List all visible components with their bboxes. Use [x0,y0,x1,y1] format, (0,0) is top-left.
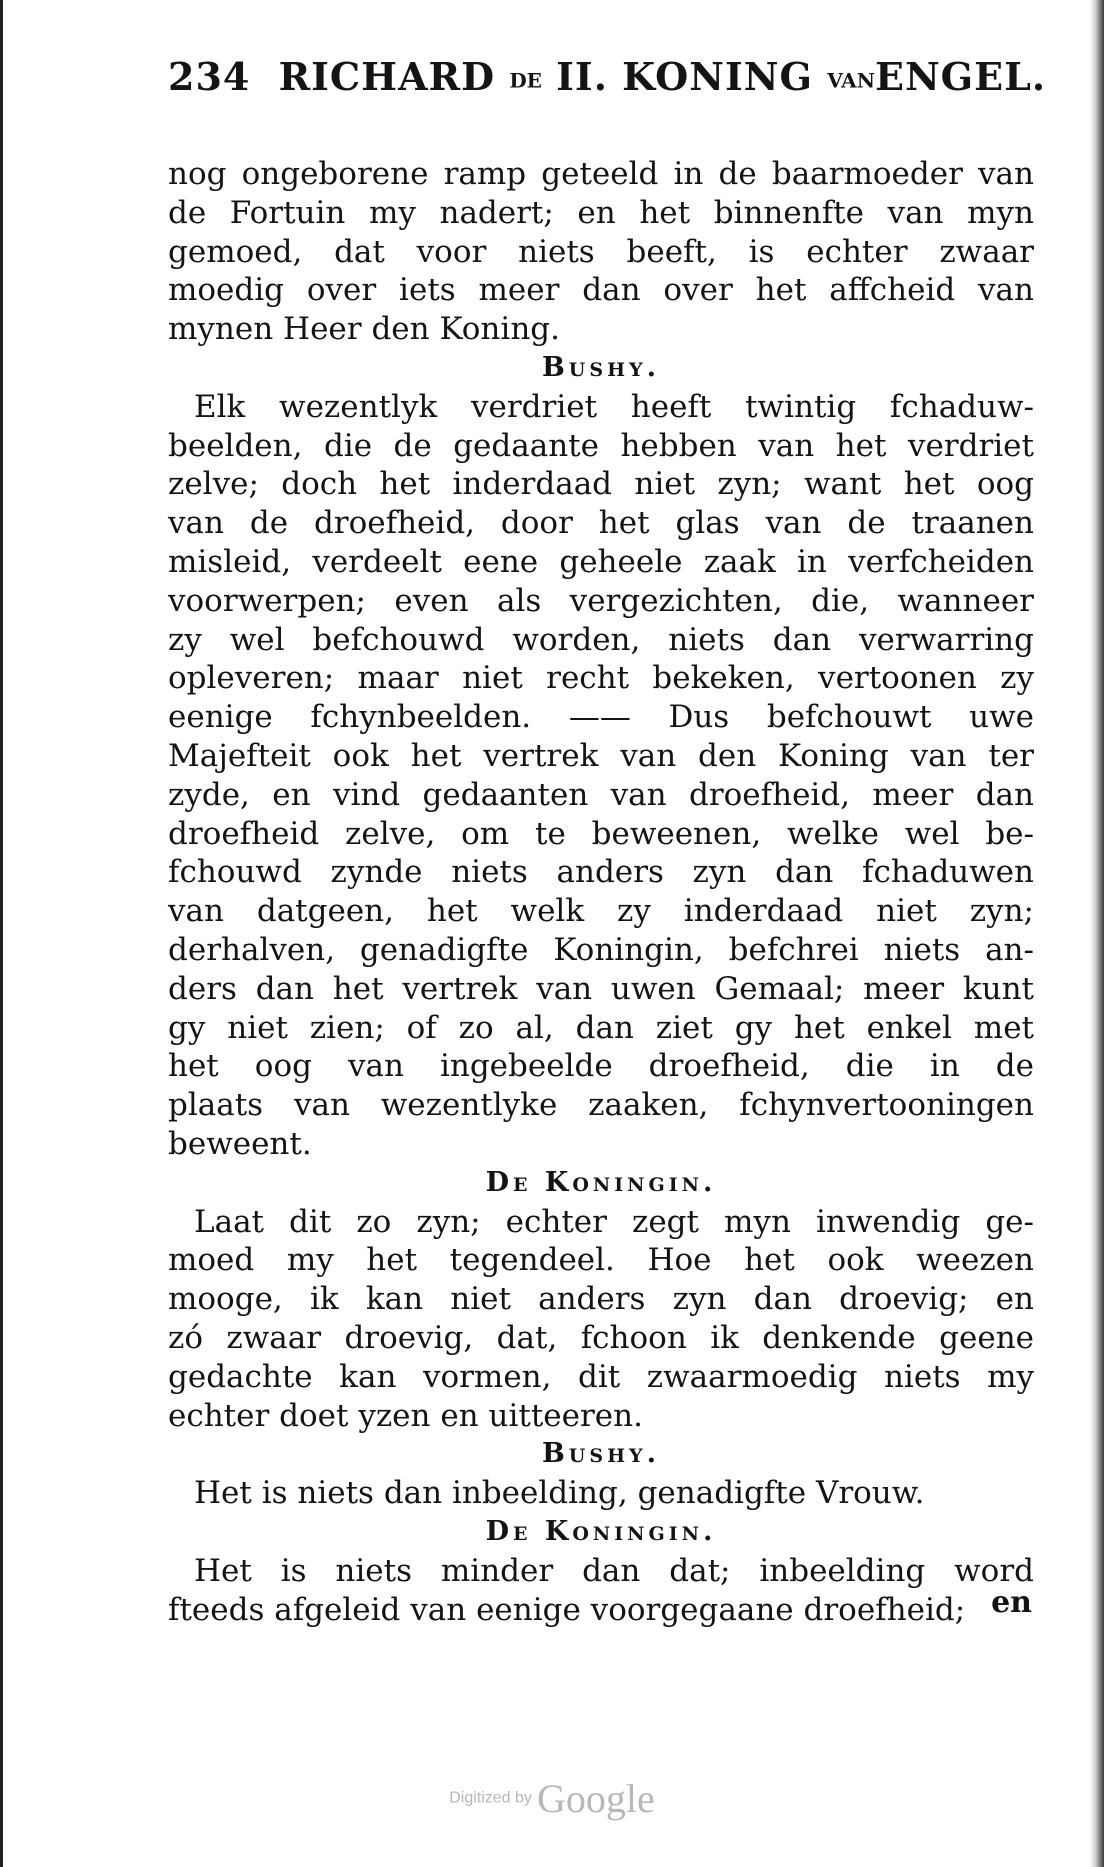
text-line: gy niet zien; of zo al, dan ziet gy het enkel met [168,1009,1034,1046]
text-line: zelve; doch het inderdaad niet zyn; want het oog [168,466,1034,503]
speaker-heading: De Koningin. [485,1166,717,1198]
text-line: gedachte kan vormen, dit zwaarmoedig niets my [168,1358,1034,1395]
page-right-edge-shadow [1090,0,1104,1867]
text-line: de Fortuin my nadert; en het binnenfte van myn [168,194,1034,231]
text-line: van de droefheid, door het glas van de traanen [168,505,1034,542]
running-title-de: DE [509,68,542,93]
speaker-heading: Bushy. [541,352,661,383]
google-logo: Google [537,1776,655,1821]
watermark-prefix: Digitized by [449,1789,532,1807]
running-title-part1: RICHARD [278,54,496,99]
page-left-edge [0,0,3,1867]
running-title-part2: II. KONING [556,54,813,99]
speaker-heading: De Koningin. [485,1516,717,1547]
catchword: en [991,1585,1032,1620]
text-line: Het is niets minder dan dat; inbeelding word [194,1552,1034,1589]
speaker-heading: Bushy. [541,1438,661,1470]
text-line: zy wel befchouwd worden, niets dan verwarring [168,621,1034,658]
text-line: zyde, en vind gedaanten van droefheid, meer dan [168,776,1034,813]
text-line: beweent. [168,1126,312,1162]
text-line: Elk wezentlyk verdriet heeft twintig fchaduw- [194,388,1034,425]
text-line: het oog van ingebeelde droefheid, die in de [168,1048,1034,1085]
text-line: ders dan het vertrek van uwen Gemaal; meer kunt [168,970,1034,1007]
text-line: fteeds afgeleid van eenige voorgegaane droefheid; [168,1591,966,1628]
text-line: Laat dit zo zyn; echter zegt myn inwendig ge- [194,1203,1034,1240]
text-line: fchouwd zynde niets anders zyn dan fchaduwen [168,854,1034,891]
running-head [168,54,1047,99]
text-line: mooge, ik kan niet anders zyn dan droevig; en [168,1281,1034,1318]
digitization-watermark [0,1775,1104,1822]
text-line: eenige fchynbeelden. —— Dus befchouwt uwe [168,699,1034,736]
text-line: gemoed, dat voor niets beeft, is echter zwaar [168,233,1034,270]
text-line: voorwerpen; even als vergezichten, die, wanneer [168,582,1034,619]
text-line: moedig over iets meer dan over het affcheid van [168,272,1034,309]
text-line: zó zwaar droevig, dat, fchoon ik denkende geene [168,1320,1034,1356]
running-title-part3: ENGEL. [874,54,1047,99]
text-line: Majefteit ook het vertrek van den Koning van ter [168,738,1034,774]
text-line: droefheid zelve, om te beweenen, welke wel be- [168,815,1034,852]
text-line: plaats van wezentlyke zaaken, fchynvertooningen [168,1087,1034,1124]
running-title-van: VAN [827,68,875,93]
text-line: echter doet yzen en uitteeren. [168,1397,643,1434]
text-line: Het is niets dan inbeelding, genadigfte Vrouw. [194,1475,925,1512]
text-line: derhalven, genadigfte Koningin, befchrei niets an- [168,932,1034,968]
text-line: beelden, die de gedaante hebben van het verdriet [168,427,1034,464]
text-line: van datgeen, het welk zy inderdaad niet zyn; [168,893,1034,930]
text-line: misleid, verdeelt eene geheele zaak in verfcheiden [168,544,1034,580]
text-line: opleveren; maar niet recht bekeken, vertoonen zy [168,660,1034,697]
text-line: nog ongeborene ramp geteeld in de baarmoeder van [168,156,1034,192]
text-line: moed my het tegendeel. Hoe het ook weezen [168,1242,1034,1279]
text-line: mynen Heer den Koning. [168,311,560,348]
page-number: 234 [168,54,251,99]
